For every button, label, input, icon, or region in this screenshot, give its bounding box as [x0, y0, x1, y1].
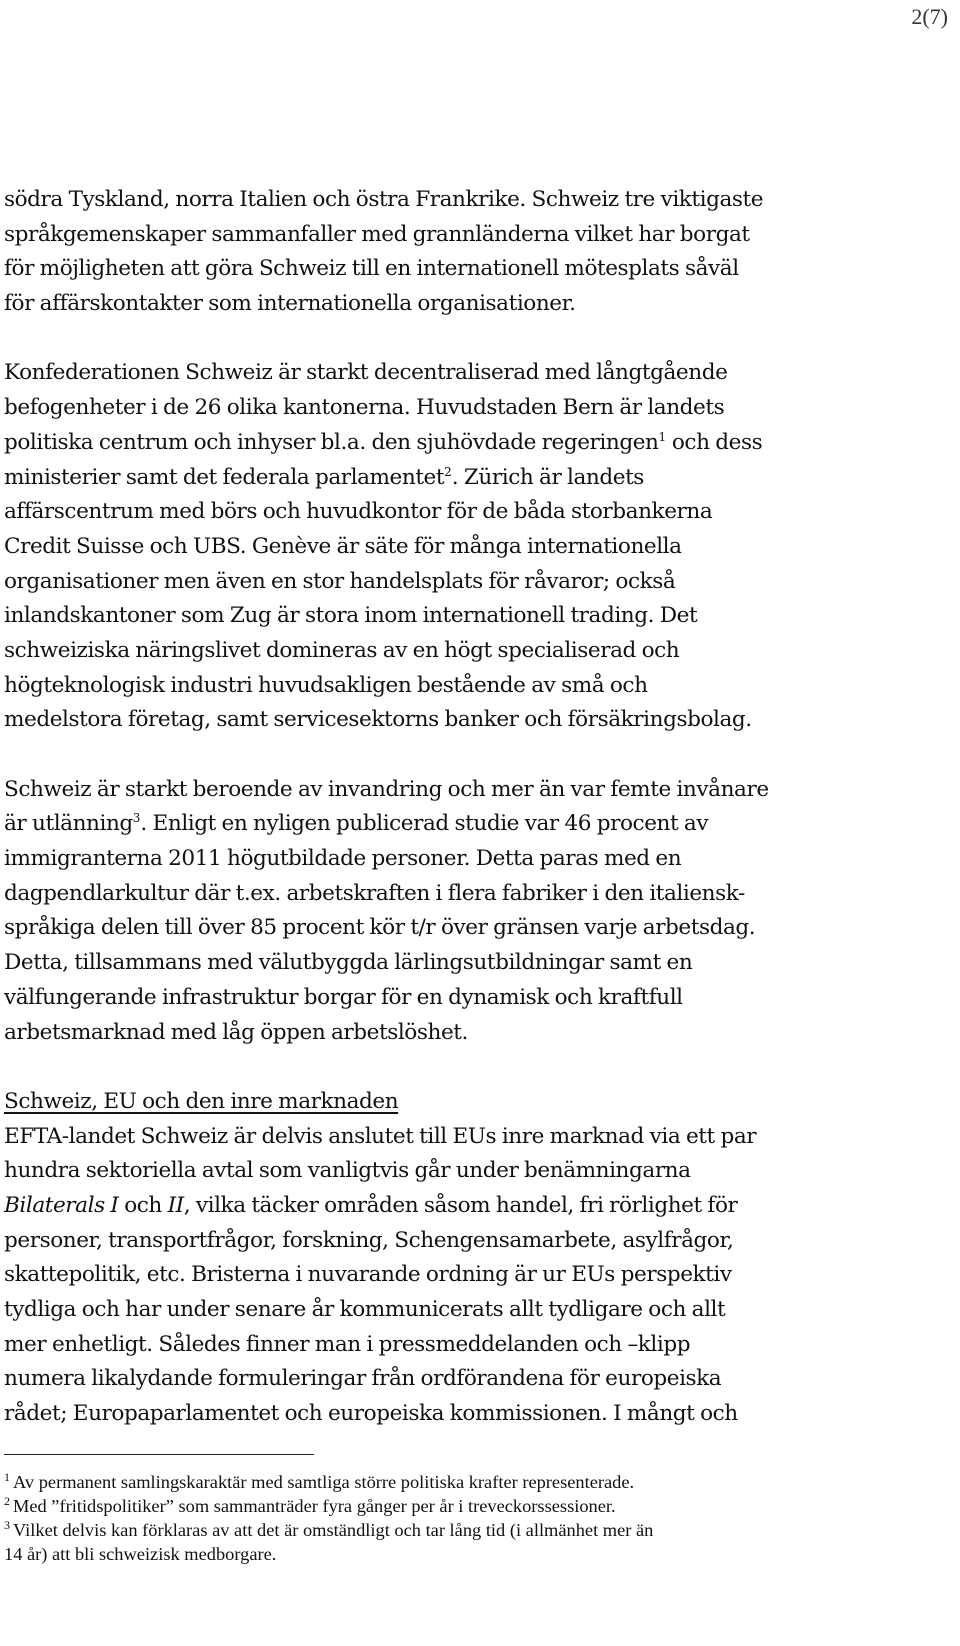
page-number: 2(7) — [911, 4, 948, 29]
footnote-text: Vilket delvis kan förklaras av att det är omständligt och tar lång tid (i allmänhet mer än — [13, 1520, 654, 1540]
text-line — [4, 807, 949, 842]
text-line: södra Tyskland, norra Italien och östra Frankrike. Schweiz tre viktigaste — [4, 187, 764, 212]
footnote-number: 1 — [4, 1469, 10, 1484]
footnote-1 — [4, 1470, 904, 1494]
footnote-2 — [4, 1494, 904, 1518]
text-line: affärscentrum med börs och huvudkontor för de båda storbankerna — [4, 499, 713, 525]
text-line: rådet; Europaparlamentet och europeiska kommissionen. I mångt och — [4, 1401, 738, 1427]
text-span: och dess — [666, 429, 763, 455]
footnote-number: 2 — [4, 1493, 10, 1508]
italic-term: Bilaterals I — [4, 1192, 119, 1218]
section-heading-text: Schweiz, EU och den inre marknaden — [4, 1088, 399, 1114]
text-line: befogenheter i de 26 olika kantonerna. Huvudstaden Bern är landets — [4, 395, 725, 421]
text-line: språkgemenskaper sammanfaller med grannländerna vilket har borgat — [4, 221, 750, 247]
footnotes — [4, 1470, 904, 1566]
text-line: organisationer men även en stor handelsplats för råvaror; också — [4, 568, 676, 594]
text-line: inlandskantoner som Zug är stora inom internationell trading. Det — [4, 603, 698, 629]
text-line — [4, 426, 949, 461]
text-line: Schweiz är starkt beroende av invandring och mer än var femte invånare — [4, 776, 769, 802]
text-line: personer, transportfrågor, forskning, Schengensamarbete, asylfrågor, — [4, 1227, 734, 1253]
text-line: hundra sektoriella avtal som vanligtvis går under benämningarna — [4, 1158, 691, 1184]
footnote-3-continuation: 14 år) att bli schweizisk medborgare. — [4, 1544, 277, 1564]
text-line: språkiga delen till över 85 procent kör t/r över gränsen varje arbetsdag. — [4, 915, 756, 941]
text-line: Konfederationen Schweiz är starkt decentraliserad med långtgående — [4, 360, 728, 386]
text-line — [4, 461, 949, 496]
text-line — [4, 1189, 949, 1224]
footnote-text: Med ”fritidspolitiker” som sammanträder fyra gånger per år i treveckorssessioner. — [13, 1496, 616, 1516]
text-line: för affärskontakter som internationella organisationer. — [4, 291, 576, 317]
text-line: högteknologisk industri huvudsakligen bestående av små och — [4, 672, 648, 698]
text-line: EFTA-landet Schweiz är delvis anslutet till EUs inre marknad via ett par — [4, 1123, 757, 1149]
text-line: för möjligheten att göra Schweiz till en internationell mötesplats såväl — [4, 256, 739, 282]
footnote-separator — [4, 1454, 314, 1455]
footnote-ref[interactable]: 1 — [658, 429, 667, 444]
text-span: , vilka täcker områden såsom handel, fri rörlighet för — [183, 1192, 738, 1218]
text-line: skattepolitik, etc. Bristerna i nuvarande ordning är ur EUs perspektiv — [4, 1262, 732, 1288]
italic-term: II — [167, 1192, 184, 1218]
text-span: är utlänning — [4, 811, 133, 837]
text-line: välfungerande infrastruktur borgar för en dynamisk och kraftfull — [4, 984, 683, 1010]
body-text — [4, 183, 949, 1432]
text-line: immigranterna 2011 högutbildade personer. Detta paras med en — [4, 846, 682, 872]
text-line: schweiziska näringslivet domineras av en högt specialiserad och — [4, 637, 680, 663]
footnote-ref[interactable]: 2 — [444, 464, 452, 479]
footnote-ref[interactable]: 3 — [132, 811, 141, 826]
footnote-3 — [4, 1518, 904, 1542]
text-span: och — [118, 1192, 168, 1218]
text-span: ministerier samt det federala parlamentet — [4, 464, 445, 490]
text-line: medelstora företag, samt servicesektorns banker och försäkringsbolag. — [4, 707, 752, 733]
text-line: Credit Suisse och UBS. Genève är säte för många internationella — [4, 533, 682, 559]
section-heading — [4, 1085, 949, 1120]
footnote-number: 3 — [4, 1517, 10, 1532]
text-line: mer enhetligt. Således finner man i pressmeddelanden och –klipp — [4, 1331, 691, 1357]
text-line: dagpendlarkultur där t.ex. arbetskraften i flera fabriker i den italiensk- — [4, 880, 745, 906]
text-span: politiska centrum och inhyser bl.a. den sjuhövdade regeringen — [4, 429, 659, 455]
footnote-text: Av permanent samlingskaraktär med samtliga större politiska krafter representerade. — [13, 1472, 635, 1492]
text-line: Detta, tillsammans med välutbyggda lärlingsutbildningar samt en — [4, 950, 693, 976]
text-line: numera likalydande formuleringar från ordförandena för europeiska — [4, 1366, 722, 1392]
text-line: tydliga och har under senare år kommunicerats allt tydligare och allt — [4, 1297, 726, 1322]
text-line: arbetsmarknad med låg öppen arbetslöshet. — [4, 1019, 468, 1045]
text-span: . Zürich är landets — [451, 464, 644, 490]
text-span: . Enligt en nyligen publicerad studie var 46 procent av — [140, 811, 709, 837]
